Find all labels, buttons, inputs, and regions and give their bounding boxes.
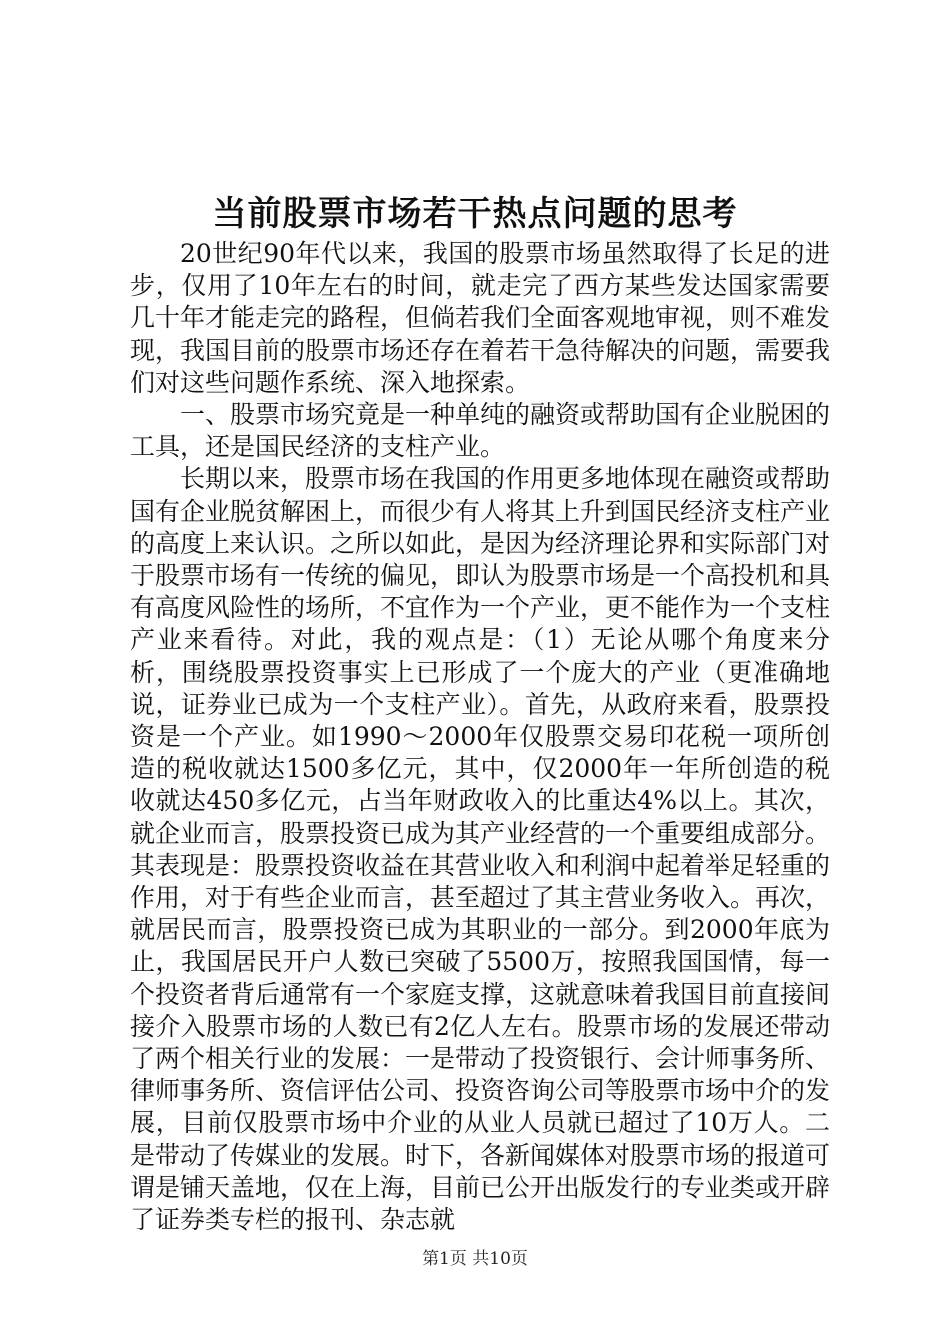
document-body xyxy=(130,238,830,1236)
document-title: 当前股票市场若干热点问题的思考 xyxy=(212,194,738,234)
paragraph-intro: 20世纪90年代以来，我国的股票市场虽然取得了长足的进步，仅用了10年左右的时间，就走完了西方某些发达国家需要几十年才能走完的路程，但倘若我们全面客观地审视，则不难发现，我国目前的股票市场还存在着若干急待解决的问题，需要我们对这些问题作系统、深入地探索。 xyxy=(130,239,831,397)
page-indicator: 第1页 共10页 xyxy=(422,1249,528,1269)
paragraph-section-heading: 一、股票市场究竟是一种单纯的融资或帮助国有企业脱困的工具，还是国民经济的支柱产业。 xyxy=(130,400,831,462)
paragraph-main: 长期以来，股票市场在我国的作用更多地体现在融资或帮助国有企业脱贫解困上，而很少有人将其上升到国民经济支柱产业的高度上来认识。之所以如此，是因为经济理论界和实际部门对于股票市场有一传统的偏见，即认为股票市场是一个高投机和具有高度风险性的场所，不宜作为一个产业，更不能作为一个支柱产业来看待。对此，我的观点是：（1）无论从哪个角度来分析，围绕股票投资事实上已形成了一个庞大的产业（更准确地说，证券业已成为一个支柱产业）。首先，从政府来看，股票投资是一个产业。如1990～2000年仅股票交易印花税一项所创造的税收就达1500多亿元，其中，仅2000年一年所创造的税收就达450多亿元，占当年财政收入的比重达4%以上。其次，就企业而言，股票投资已成为其产业经营的一个重要组成部分。其表现是：股票投资收益在其营业收入和利润中起着举足轻重的作用，对于有些企业而言，甚至超过了其主营业务收入。再次，就居民而言，股票投资已成为其职业的一部分。到2000年底为止，我国居民开户人数已突破了5500万，按照我国国情，每一个投资者背后通常有一个家庭支撑，这就意味着我国目前直接间接介入股票市场的人数已有2亿人左右。股票市场的发展还带动了两个相关行业的发展：一是带动了投资银行、会计师事务所、律师事务所、资信评估公司、投资咨询公司等股票市场中介的发展，目前仅股票市场中介业的从业人员就已超过了10万人。二是带动了传媒业的发展。时下，各新闻媒体对股票市场的报道可谓是铺天盖地，仅在上海，目前已公开出版发行的专业类或开辟了证券类专栏的报刊、杂志就 xyxy=(130,464,831,1235)
page-footer xyxy=(0,1244,950,1269)
